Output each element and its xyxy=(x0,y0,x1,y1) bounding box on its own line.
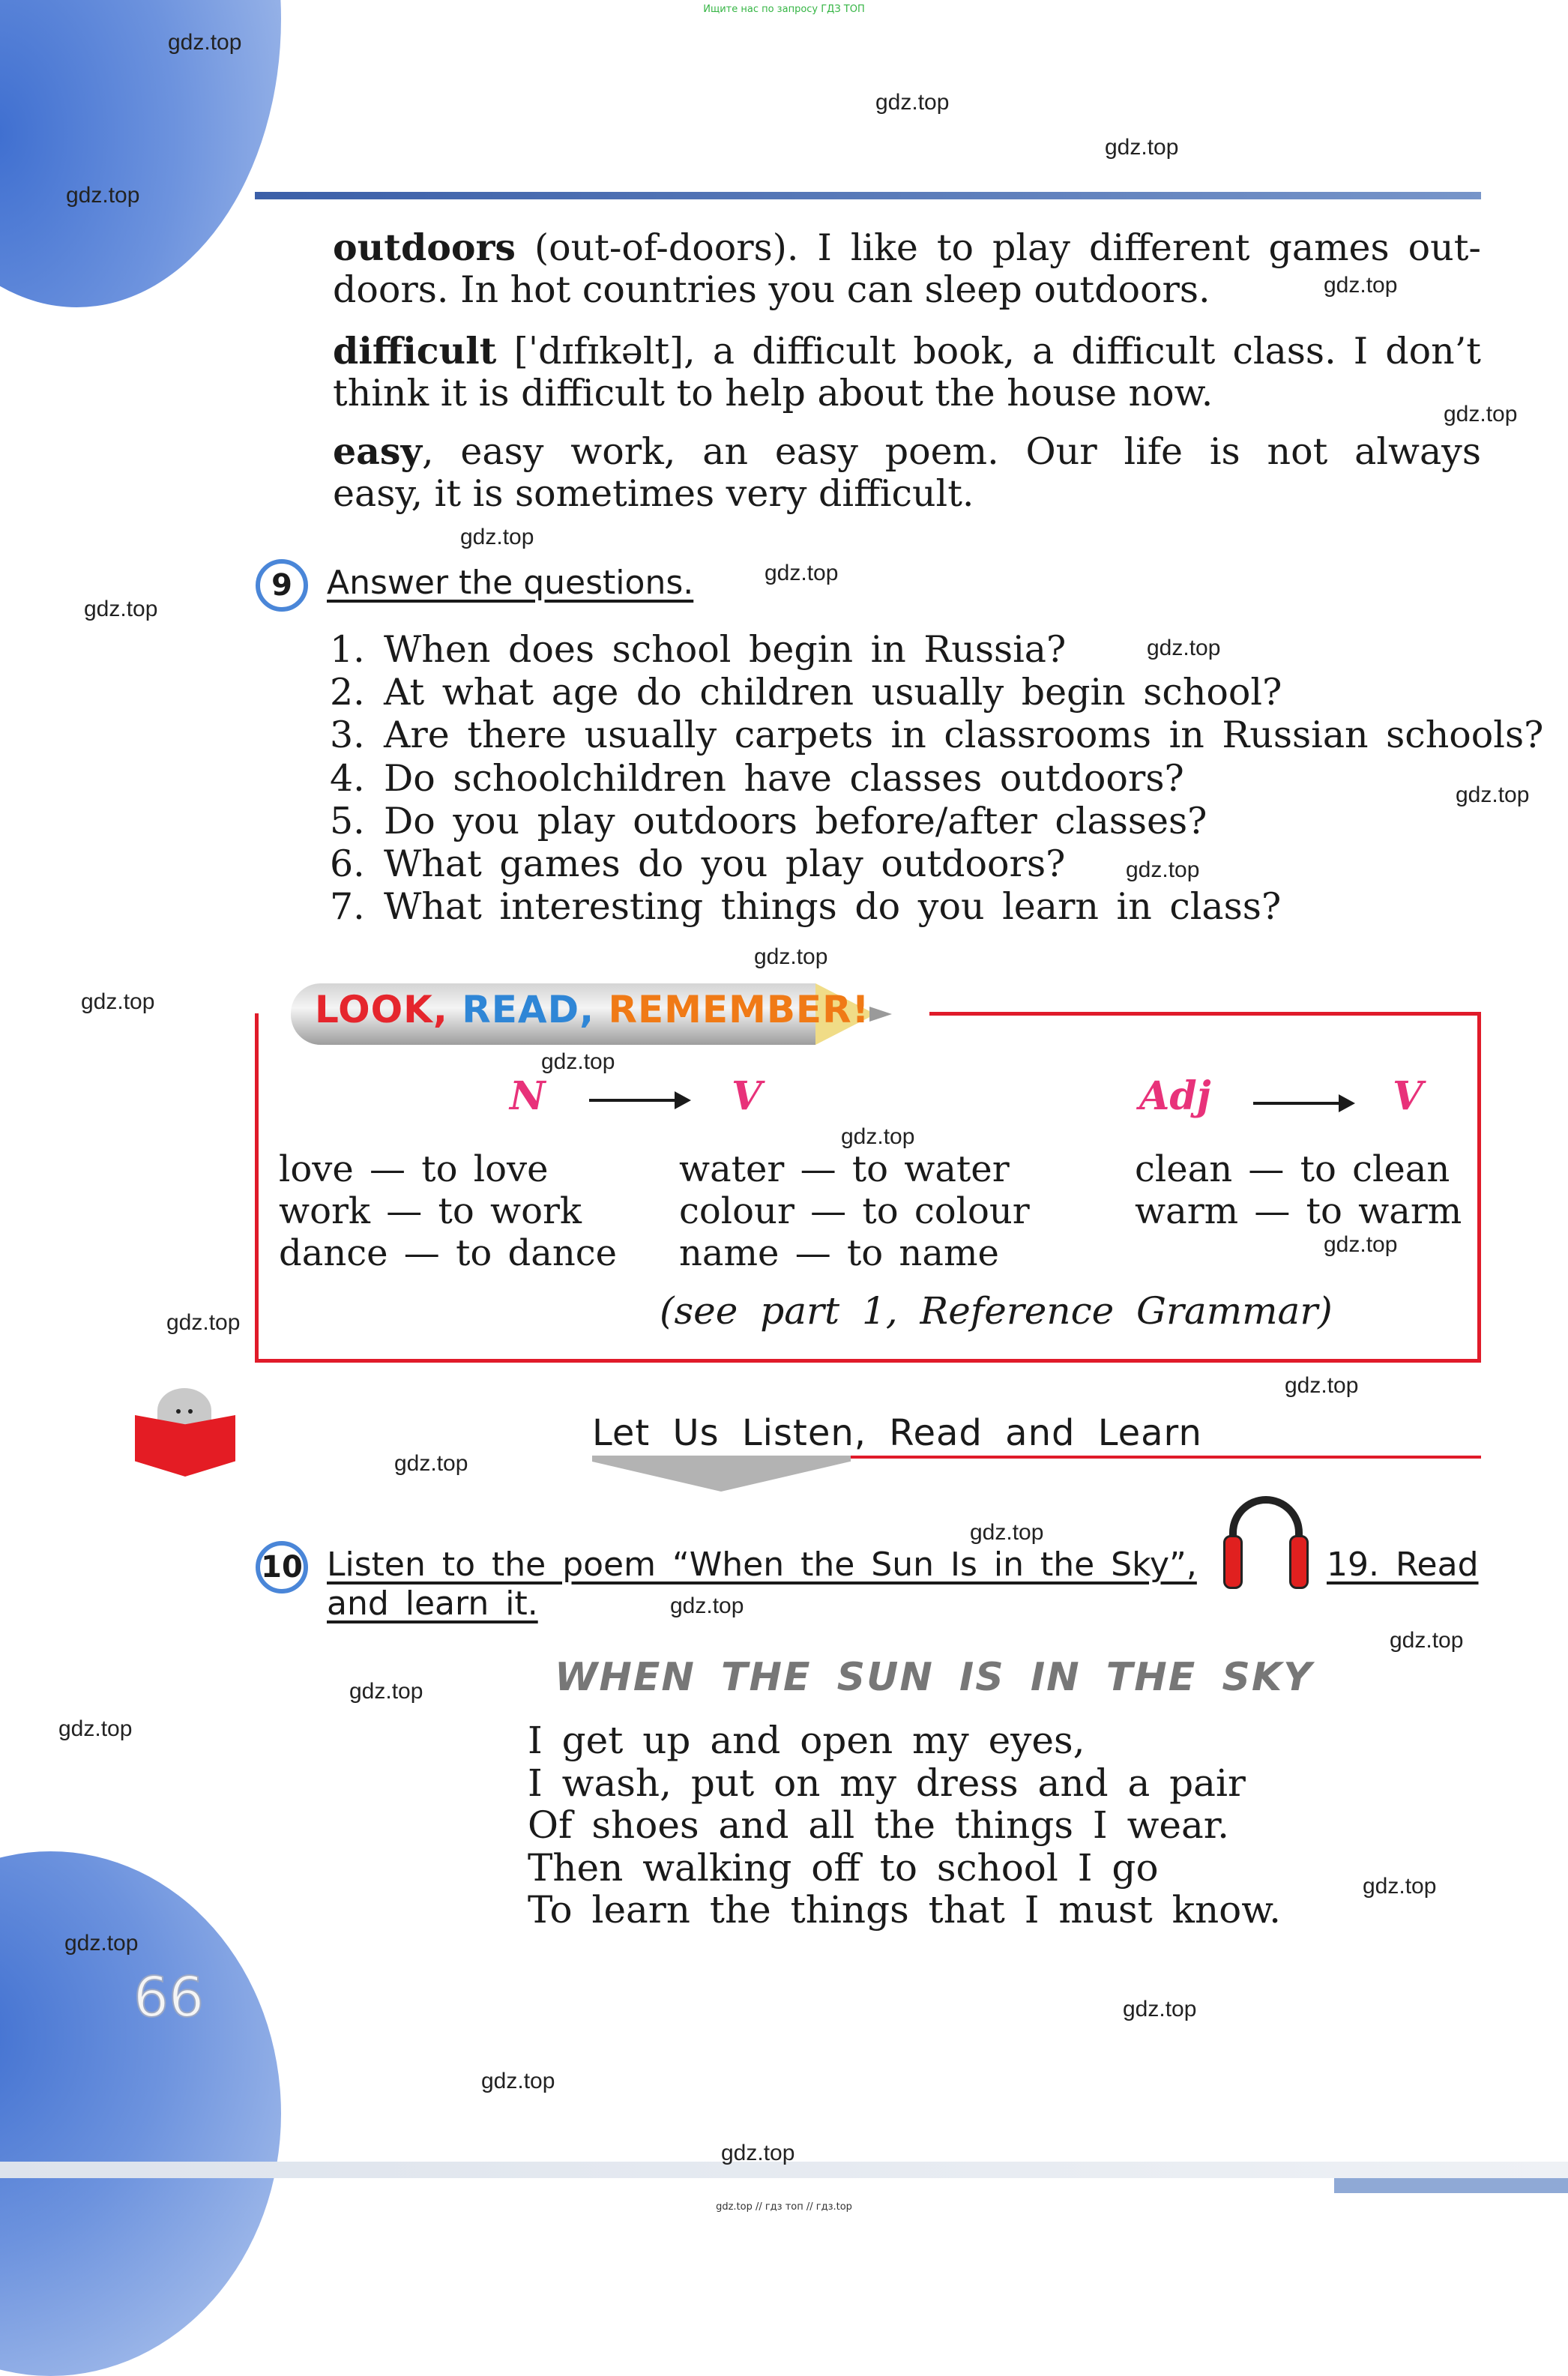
rule-from-adjective: Adj xyxy=(1139,1073,1211,1119)
question-number: 4. xyxy=(330,757,365,800)
watermark: gdz.top xyxy=(66,183,140,208)
grammar-reference: (see part 1, Reference Grammar) xyxy=(660,1289,1333,1333)
question-item xyxy=(330,757,1184,800)
vocab-word: difficult xyxy=(333,329,497,373)
vocab-difficult xyxy=(333,330,1481,414)
poem-line: Then walking off to school I go xyxy=(528,1845,1159,1890)
watermark: gdz.top xyxy=(394,1451,468,1476)
exercise-number-badge: 10 xyxy=(256,1541,308,1593)
watermark: gdz.top xyxy=(1324,273,1398,298)
exercise-title: Answer the questions. xyxy=(327,564,694,602)
watermark: gdz.top xyxy=(1123,1997,1197,2021)
watermark: gdz.top xyxy=(1324,1232,1398,1257)
headphone-right-icon xyxy=(1289,1535,1309,1589)
corner-decoration-bottom xyxy=(0,1851,281,2376)
examples-column-1 xyxy=(279,1148,617,1274)
poem-line: I get up and open my eyes, xyxy=(528,1719,1085,1762)
example-pair: name — to name xyxy=(679,1232,999,1274)
watermark: gdz.top xyxy=(1444,402,1518,426)
watermark: gdz.top xyxy=(1105,135,1179,160)
vocab-text: easy, it is sometimes very difficult. xyxy=(333,472,974,515)
vocab-text: think it is difficult to help about the house now. xyxy=(333,372,1213,414)
banner-text xyxy=(315,988,869,1031)
rule-to-verb: V xyxy=(1393,1073,1423,1119)
poem-title: WHEN THE SUN IS IN THE SKY xyxy=(555,1655,1313,1700)
watermark: gdz.top xyxy=(1456,783,1530,807)
watermark: gdz.top xyxy=(541,1049,615,1074)
vocab-text: , easy work, an easy poem. Our life is not always xyxy=(421,430,1481,473)
watermark: gdz.top xyxy=(1126,857,1200,882)
watermark: gdz.top xyxy=(58,1716,133,1741)
question-item xyxy=(330,628,1066,671)
question-text: What games do you play outdoors? xyxy=(384,842,1066,885)
examples-column-2 xyxy=(679,1148,1030,1274)
question-text: Are there usually carpets in classrooms in Russian schools? xyxy=(384,714,1544,756)
question-item xyxy=(330,842,1065,885)
vocab-text: [ˈdɪfɪkəlt], a difficult book, a difficult class. I don’t xyxy=(496,330,1481,373)
watermark: gdz.top xyxy=(1285,1373,1359,1398)
arrow-right-icon xyxy=(589,1099,688,1102)
watermark: gdz.top xyxy=(460,525,534,549)
watermark: gdz.top xyxy=(841,1124,915,1149)
example-pair: clean — to clean xyxy=(1135,1148,1450,1190)
rule-from-noun: N xyxy=(510,1073,546,1119)
watermark: gdz.top xyxy=(754,944,828,969)
question-item xyxy=(330,671,1282,714)
watermark: gdz.top xyxy=(64,1931,139,1956)
question-item xyxy=(330,800,1207,842)
poem-line: To learn the things that I must know. xyxy=(528,1888,1282,1932)
section-underline-red xyxy=(851,1456,1481,1459)
eye-icon xyxy=(188,1409,193,1414)
question-text: At what age do children usually begin school? xyxy=(384,671,1282,714)
question-number: 6. xyxy=(330,842,365,885)
vocab-text: (out-of-doors). I like to play different games out- xyxy=(515,226,1481,269)
section-pointer-icon xyxy=(592,1462,850,1492)
example-pair: work — to work xyxy=(279,1190,582,1232)
watermark: gdz.top xyxy=(481,2069,555,2093)
footer-accent xyxy=(1334,2178,1568,2193)
section-title: Let Us Listen, Read and Learn xyxy=(592,1412,1202,1454)
vocab-word: outdoors xyxy=(333,226,516,269)
watermark: gdz.top xyxy=(1390,1628,1464,1653)
banner-remember: REMEMBER! xyxy=(594,988,870,1031)
top-rule xyxy=(255,192,1481,199)
site-header: Ищите нас по запросу ГДЗ ТОП xyxy=(703,4,865,15)
vocab-word: easy xyxy=(333,429,422,473)
question-text: When does school begin in Russia? xyxy=(384,628,1067,671)
poem-line: I wash, put on my dress and a pair xyxy=(528,1761,1246,1805)
rule-to-verb: V xyxy=(732,1073,762,1119)
question-number: 1. xyxy=(330,628,365,671)
question-number: 2. xyxy=(330,671,365,714)
question-item xyxy=(330,885,1281,928)
arrow-right-icon xyxy=(1253,1102,1352,1105)
watermark: gdz.top xyxy=(168,30,242,55)
audio-track-number: 19. Read xyxy=(1327,1546,1479,1584)
vocab-text: doors. In hot countries you can sleep outdoors. xyxy=(333,268,1210,311)
vocab-easy xyxy=(333,430,1481,515)
exercise-instruction: Listen to the poem “When the Sun Is in the Sky”, xyxy=(327,1546,1197,1584)
watermark: gdz.top xyxy=(1363,1874,1437,1899)
banner-read: READ, xyxy=(447,988,595,1031)
page-number: 66 xyxy=(133,1965,205,2030)
exercise-number-badge: 9 xyxy=(256,559,308,612)
watermark: gdz.top xyxy=(670,1593,744,1618)
watermark: gdz.top xyxy=(765,561,839,585)
example-pair: warm — to warm xyxy=(1135,1190,1462,1232)
poem-body xyxy=(528,1719,1281,1932)
banner-look: LOOK, xyxy=(315,988,448,1031)
question-number: 3. xyxy=(330,714,365,756)
watermark: gdz.top xyxy=(166,1310,241,1335)
watermark: gdz.top xyxy=(81,989,155,1014)
site-footer: gdz.top // гдз топ // гдз.top xyxy=(716,2201,852,2213)
examples-column-3 xyxy=(1135,1148,1462,1232)
pencil-lead xyxy=(869,1007,892,1022)
headphones-icon xyxy=(1229,1496,1303,1541)
headphone-left-icon xyxy=(1223,1535,1243,1589)
watermark: gdz.top xyxy=(721,2141,795,2165)
question-text: Do you play outdoors before/after classes? xyxy=(384,800,1207,842)
example-pair: love — to love xyxy=(279,1148,549,1190)
watermark: gdz.top xyxy=(970,1520,1044,1545)
watermark: gdz.top xyxy=(84,597,158,621)
question-text: Do schoolchildren have classes outdoors? xyxy=(384,757,1184,800)
exercise-instruction: and learn it. xyxy=(327,1584,538,1623)
example-pair: dance — to dance xyxy=(279,1232,618,1274)
question-item xyxy=(330,714,1543,756)
example-pair: colour — to colour xyxy=(679,1190,1030,1232)
open-book-icon xyxy=(135,1415,235,1477)
poem-line: Of shoes and all the things I wear. xyxy=(528,1803,1230,1847)
question-number: 7. xyxy=(330,885,365,928)
section-underline-grey xyxy=(592,1456,851,1462)
watermark: gdz.top xyxy=(875,90,950,115)
example-pair: water — to water xyxy=(679,1148,1010,1190)
question-text: What interesting things do you learn in class? xyxy=(384,885,1282,928)
vocab-outdoors xyxy=(333,226,1481,311)
question-number: 5. xyxy=(330,800,365,842)
eye-icon xyxy=(176,1409,181,1414)
watermark: gdz.top xyxy=(349,1679,423,1704)
watermark: gdz.top xyxy=(1147,636,1221,660)
